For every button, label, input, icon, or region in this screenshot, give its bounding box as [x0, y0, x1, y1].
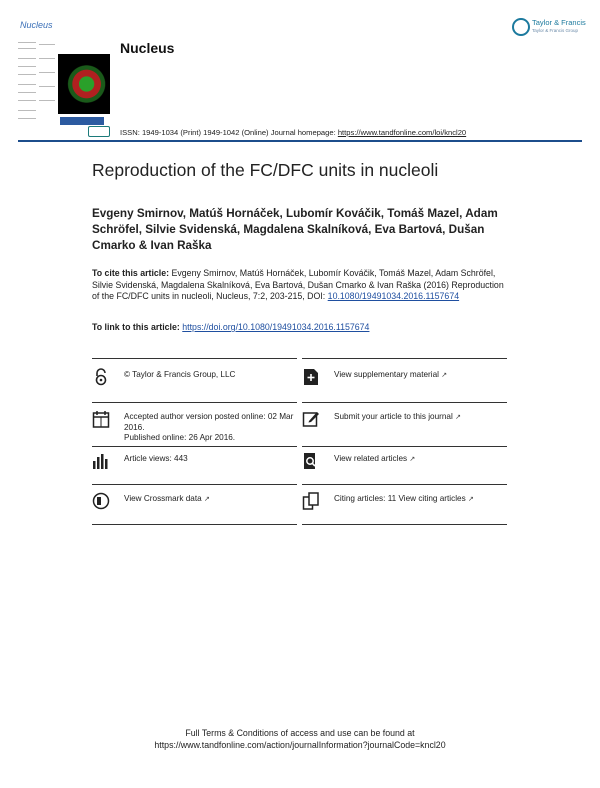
- cover-line: [39, 72, 55, 73]
- cover-line: [39, 44, 55, 45]
- divider: [302, 446, 507, 447]
- supplementary-label: View supplementary material: [334, 370, 439, 379]
- cover-microscopy-image: [58, 54, 110, 114]
- article-authors: Evgeny Smirnov, Matúš Hornáček, Lubomír Kováčik, Tomáš Mazel, Adam Schröfel, Silvie Svidenská, Magdalena Skalníková, Eva Bartová, Dušan Cmarko & Ivan Raška: [92, 207, 498, 252]
- doi-link[interactable]: 10.1080/19491034.2016.1157674: [327, 291, 460, 302]
- cover-line: [18, 66, 36, 67]
- publication-dates: [124, 412, 296, 444]
- external-link-icon: ↗: [203, 496, 210, 503]
- cover-line: [39, 100, 55, 101]
- citing-articles-link[interactable]: [334, 494, 506, 506]
- cover-line: [18, 48, 36, 49]
- crossmark-label: View Crossmark data: [124, 494, 202, 503]
- article-url-link[interactable]: https://doi.org/10.1080/19491034.2016.1157674: [182, 322, 370, 332]
- copy-documents-icon: [302, 492, 320, 510]
- citation-label: To cite this article:: [92, 268, 170, 278]
- article-views: Article views: 443: [124, 454, 188, 463]
- bar-chart-icon: [92, 452, 110, 470]
- cover-line: [18, 74, 36, 75]
- footer-line1: Full Terms & Conditions of access and use can be found at: [185, 728, 415, 738]
- divider: [302, 524, 507, 525]
- citing-label: Citing articles: 11 View citing articles: [334, 494, 466, 503]
- taylor-francis-logo: [510, 16, 586, 40]
- header-divider: [18, 140, 582, 142]
- edit-icon: [302, 410, 320, 428]
- cover-line: [18, 42, 36, 43]
- cover-line: [18, 92, 36, 93]
- divider: [92, 402, 297, 403]
- journal-cover-thumbnail: [18, 14, 112, 138]
- open-access-lock-icon: [92, 368, 110, 386]
- divider: [302, 484, 507, 485]
- external-link-icon: ↗: [467, 496, 474, 503]
- cover-title: Nucleus: [20, 20, 53, 30]
- logo-ring-icon: [512, 18, 530, 36]
- logo-line1: Taylor & Francis: [532, 18, 586, 27]
- cover-line: [39, 58, 55, 59]
- journal-homepage-link[interactable]: https://www.tandfonline.com/loi/kncl20: [337, 128, 467, 137]
- journal-name: Nucleus: [120, 40, 175, 56]
- related-articles-link[interactable]: [334, 454, 506, 466]
- issn-line: [120, 128, 466, 137]
- calendar-icon: [92, 410, 110, 428]
- divider: [92, 524, 297, 525]
- published-date: Published online: 26 Apr 2016.: [124, 433, 236, 443]
- divider: [92, 446, 297, 447]
- divider: [302, 402, 507, 403]
- cover-publisher-logo: [88, 126, 110, 137]
- cover-line: [18, 58, 36, 59]
- issn-text: ISSN: 1949-1034 (Print) 1949-1042 (Online) Journal homepage:: [120, 128, 338, 137]
- submit-label: Submit your article to this journal: [334, 412, 453, 421]
- document-plus-icon: [302, 368, 320, 386]
- search-document-icon: [302, 452, 320, 470]
- article-title: Reproduction of the FC/DFC units in nucleoli: [92, 160, 439, 180]
- divider: [92, 358, 297, 359]
- footer-terms-link[interactable]: https://www.tandfonline.com/action/journalInformation?journalCode=kncl20: [154, 740, 446, 750]
- cover-line: [39, 86, 55, 87]
- link-line: [92, 322, 369, 332]
- accepted-date: Accepted author version posted online: 02 Mar 2016.: [124, 412, 294, 432]
- cover-band: [60, 117, 104, 125]
- crossmark-link[interactable]: [124, 494, 296, 506]
- cover-line: [18, 118, 36, 119]
- divider: [92, 484, 297, 485]
- supplementary-link[interactable]: [334, 370, 506, 382]
- external-link-icon: ↗: [409, 456, 416, 463]
- copyright-text: © Taylor & Francis Group, LLC: [124, 370, 236, 379]
- cover-line: [18, 84, 36, 85]
- citation-text: Evgeny Smirnov, Matúš Hornáček, Lubomír Kováčik, Tomáš Mazel, Adam Schröfel, Silvie Svidenská, Magdalena Skalníková, Eva Bartová, Dušan Cmarko & Ivan Raška (2016) Reproduction of the FC/DFC units in nucleoli, Nucleus, 7:2, 203-215, DOI:: [92, 268, 504, 302]
- external-link-icon: ↗: [441, 372, 448, 379]
- cover-line: [18, 100, 36, 101]
- link-label: To link to this article:: [92, 322, 183, 332]
- citation-block: [92, 268, 512, 303]
- footer: [0, 727, 600, 751]
- logo-line2: Taylor & Francis Group: [532, 28, 579, 33]
- related-label: View related articles: [334, 454, 408, 463]
- submit-link[interactable]: [334, 412, 506, 424]
- divider: [302, 358, 507, 359]
- external-link-icon: ↗: [455, 414, 461, 421]
- crossmark-icon: [92, 492, 110, 510]
- cover-line: [18, 110, 36, 111]
